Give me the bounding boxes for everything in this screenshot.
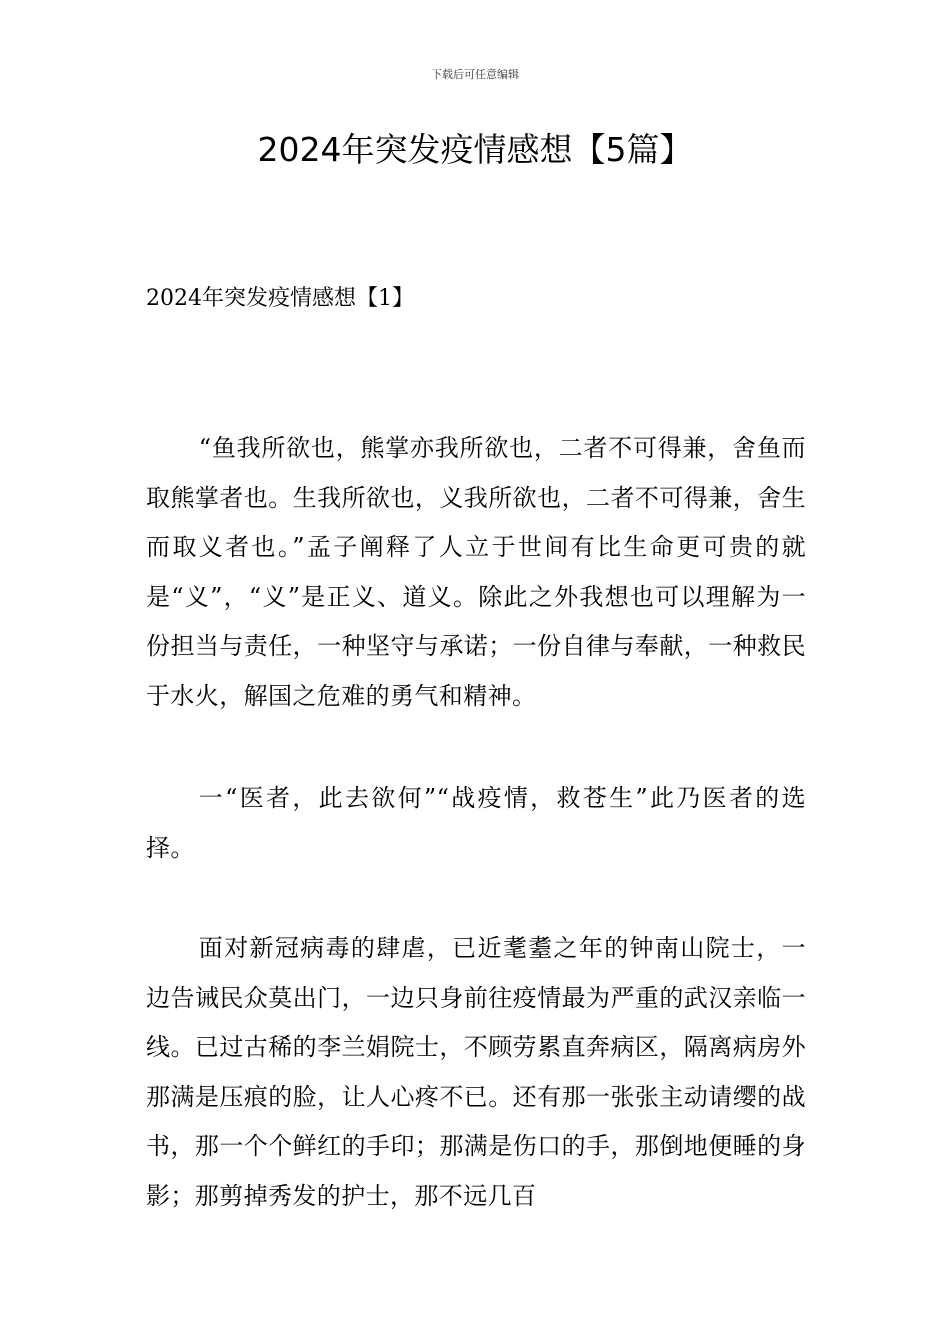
document-title: 2024年突发疫情感想【5篇】 bbox=[257, 130, 693, 169]
section-heading: 2024年突发疫情感想【1】 bbox=[146, 286, 414, 311]
paragraph-1: “鱼我所欲也，熊掌亦我所欲也，二者不可得兼，舍鱼而取熊掌者也。生我所欲也，义我所欲也，二者不可得兼，舍生而取义者也。”孟子阐释了人立于世间有比生命更可贵的就是“义”，“义”是正义、道义。除此之外我想也可以理解为一份担当与责任，一种坚守与承诺；一份自律与奉献，一种救民于水火，解国之危难的勇气和精神。 bbox=[146, 434, 806, 710]
paragraph-2: 一“医者，此去欲何”“战疫情，救苍生”此乃医者的选择。 bbox=[146, 784, 806, 862]
paragraph-3: 面对新冠病毒的肆虐，已近耄耋之年的钟南山院士，一边告诫民众莫出门，一边只身前往疫情最为严重的武汉亲临一线。已过古稀的李兰娟院士，不顾劳累直奔病区，隔离病房外那满是压痕的脸，让人心疼不已。还有那一张张主动请缨的战书，那一个个鲜红的手印；那满是伤口的手，那倒地便睡的身影；那剪掉秀发的护士，那不远几百 bbox=[146, 934, 806, 1210]
header-note: 下载后可任意编辑 bbox=[431, 68, 519, 81]
